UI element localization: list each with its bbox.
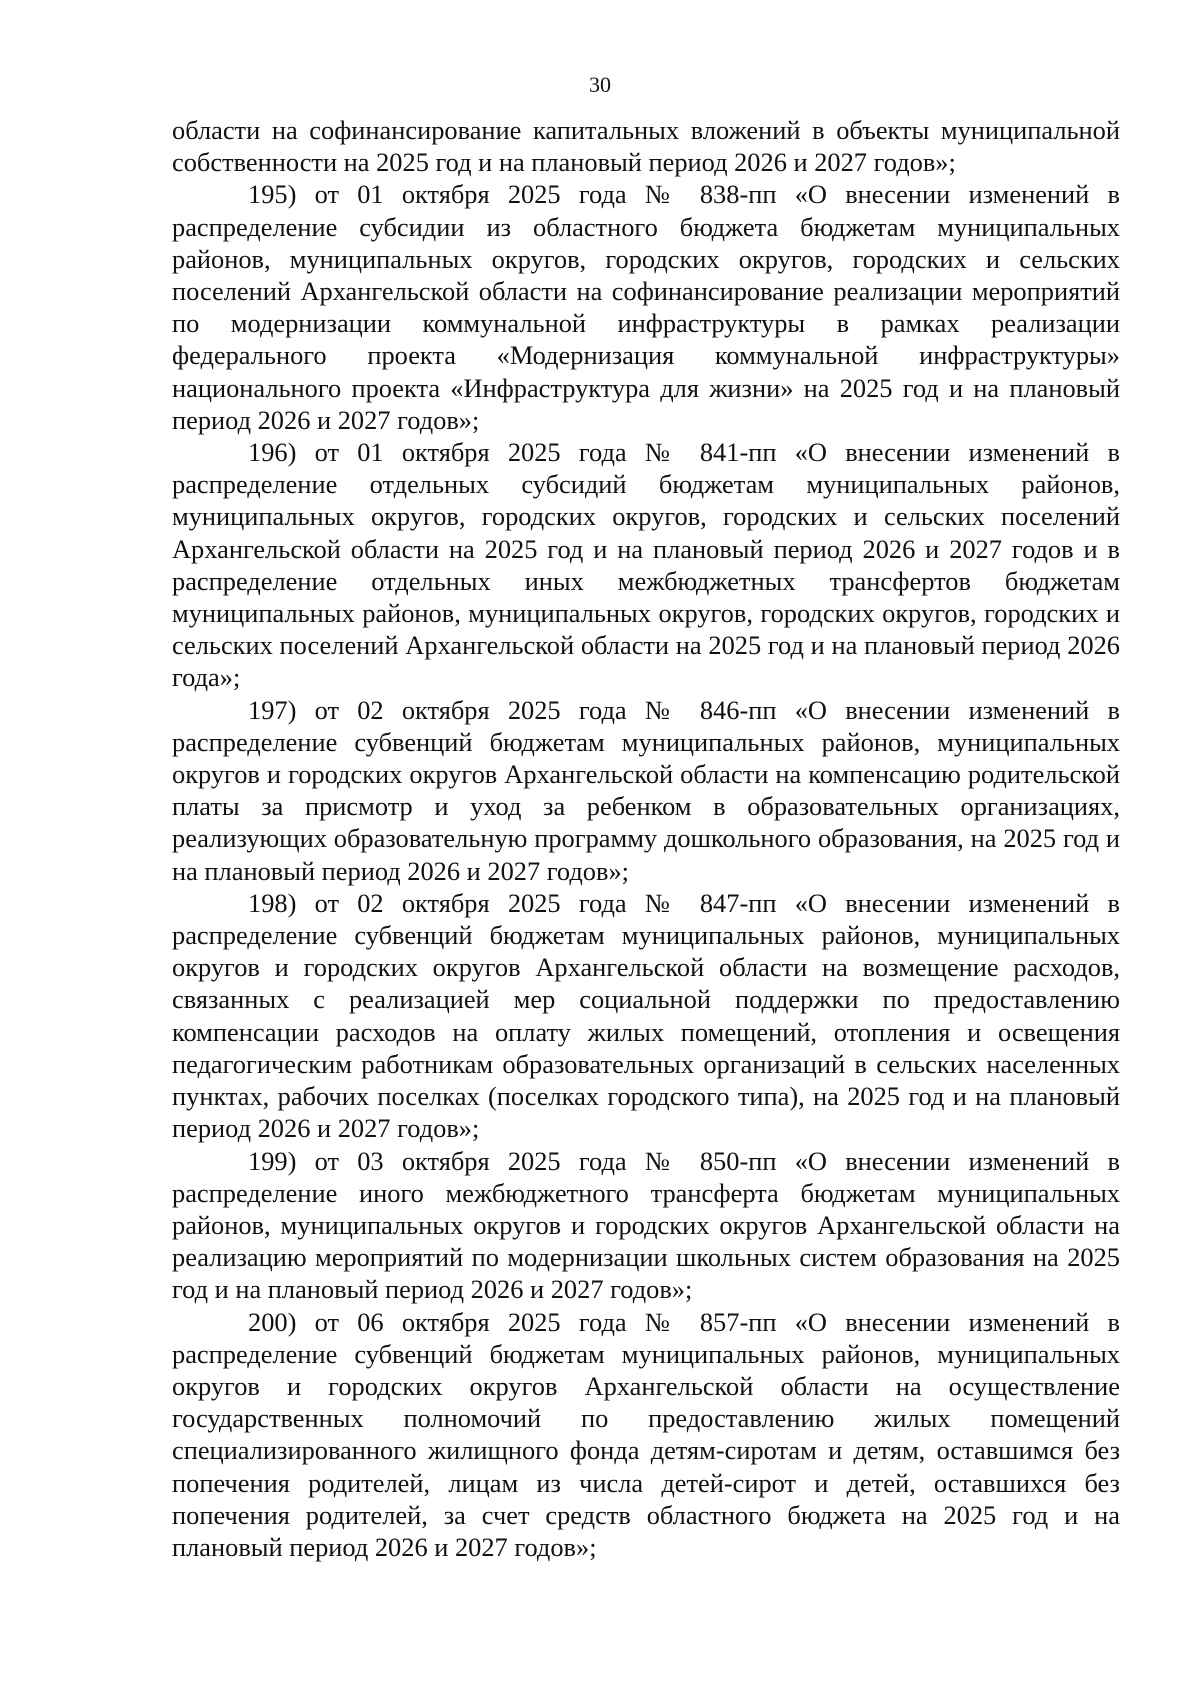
list-item-200: 200) от 06 октября 2025 года № 857-пп «О внесении изменений в распределение субвенций бюджетам муниципальных районов, муниципальных округов и городских округов Архангельской области на осуществление государственных полномочий по предоставлению жилых помещений специализированного жилищного фонда детям-сиротам и детям, оставшимся без попечения родителей, лицам из числа детей-сирот и детей, оставшихся без попечения родителей, за счет средств областного бюджета на 2025 год и на плановый период 2026 и 2027 годов»; <box>172 1306 1120 1562</box>
list-item-196: 196) от 01 октября 2025 года № 841-пп «О внесении изменений в распределение отдельных субсидий бюджетам муниципальных районов, муниципальных округов, городских округов, городских и сельских поселений Архангельской области на 2025 год и на плановый период 2026 и 2027 годов и в распределение отдельных иных межбюджетных трансфертов бюджетам муниципальных районов, муниципальных округов, городских округов, городских и сельских поселений Архангельской области на 2025 год и на плановый период 2026 года»; <box>172 437 1120 693</box>
continuation-paragraph: области на софинансирование капитальных вложений в объекты муниципальной собственности на 2025 год и на плановый период 2026 и 2027 годов»; <box>172 115 1120 178</box>
list-item-197: 197) от 02 октября 2025 года № 846-пп «О внесении изменений в распределение субвенций бюджетам муниципальных районов, муниципальных округов и городских округов Архангельской области на компенсацию родительской платы за присмотр и уход за ребенком в образовательных организациях, реализующих образовательную программу дошкольного образования, на 2025 год и на плановый период 2026 и 2027 годов»; <box>172 694 1120 886</box>
list-item-198: 198) от 02 октября 2025 года № 847-пп «О внесении изменений в распределение субвенций бюджетам муниципальных районов, муниципальных округов и городских округов Архангельской области на возмещение расходов, связанных с реализацией мер социальной поддержки по предоставлению компенсации расходов на оплату жилых помещений, отопления и освещения педагогическим работникам образовательных организаций в сельских населенных пунктах, рабочих поселках (поселках городского типа), на 2025 год и на плановый период 2026 и 2027 годов»; <box>172 887 1120 1144</box>
page-number: 30 <box>589 72 611 97</box>
list-item-195: 195) от 01 октября 2025 года № 838-пп «О внесении изменений в распределение субсидии из областного бюджета бюджетам муниципальных районов, муниципальных округов, городских округов, городских и сельских поселений Архангельской области на софинансирование реализации мероприятий по модернизации коммунальной инфраструктуры в рамках реализации федерального проекта «Модернизация коммунальной инфраструктуры» национального проекта «Инфраструктура для жизни» на 2025 год и на плановый период 2026 и 2027 годов»; <box>172 179 1120 435</box>
list-item-199: 199) от 03 октября 2025 года № 850-пп «О внесении изменений в распределение иного межбюджетного трансферта бюджетам муниципальных районов, муниципальных округов и городских округов Архангельской области на реализацию мероприятий по модернизации школьных систем образования на 2025 год и на плановый период 2026 и 2027 годов»; <box>172 1145 1120 1305</box>
document-body <box>172 114 1120 1563</box>
